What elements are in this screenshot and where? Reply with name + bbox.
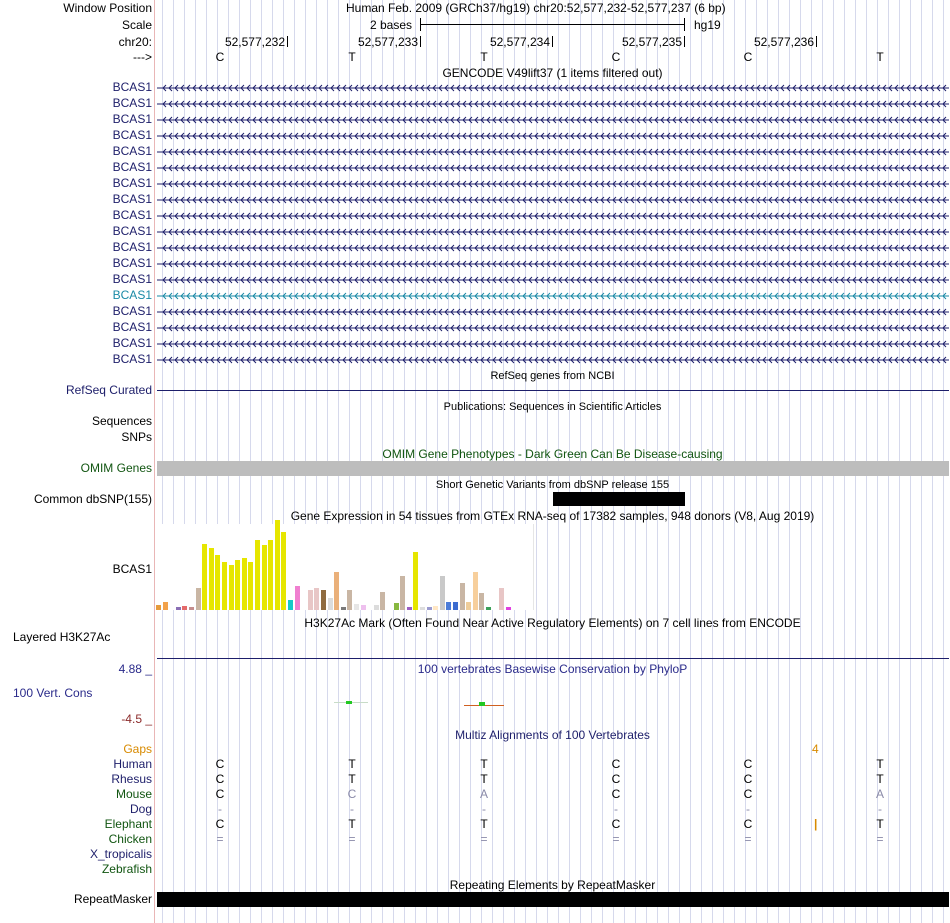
refseq-title[interactable]: RefSeq genes from NCBI (490, 370, 615, 382)
gencode-transcript-line[interactable] (157, 148, 949, 156)
refseq-gene-line[interactable] (157, 390, 949, 391)
species-label[interactable]: X_tropicalis (89, 847, 152, 861)
ruler-tick (420, 36, 421, 47)
gencode-transcript-line[interactable] (157, 260, 949, 268)
gtex-tissue-bar[interactable] (473, 572, 478, 610)
gtex-tissue-bar[interactable] (466, 602, 471, 610)
reference-base: T (480, 50, 488, 64)
ruler-position-label: 52,577,236 (753, 35, 814, 49)
scale-bar (420, 18, 685, 31)
aligned-base: C (743, 817, 753, 831)
gtex-label[interactable]: BCAS1 (112, 562, 152, 576)
aligned-base: = (348, 832, 356, 846)
gap-count: 4 (812, 742, 819, 756)
gtex-tissue-bar[interactable] (440, 576, 445, 610)
gtex-title[interactable]: Gene Expression in 54 tissues from GTEx RNA-seq of 17382 samples, 948 donors (V8, Aug 2019) (290, 509, 815, 523)
publications-label-snps[interactable]: SNPs (121, 430, 152, 444)
gencode-transcript-line[interactable] (157, 228, 949, 236)
ruler-tick (552, 36, 553, 47)
elephant-insertion-mark: | (814, 817, 818, 831)
aligned-base: T (348, 772, 356, 786)
gtex-tissue-bar[interactable] (248, 562, 253, 610)
gencode-gene-label[interactable]: BCAS1 (112, 320, 152, 334)
gtex-tissue-bar[interactable] (433, 606, 438, 610)
gtex-tissue-bar[interactable] (400, 576, 405, 610)
gencode-transcript-line[interactable] (157, 292, 949, 300)
gtex-tissue-bar[interactable] (427, 607, 432, 610)
aligned-base: T (876, 757, 884, 771)
window-position-text: Human Feb. 2009 (GRCh37/hg19) chr20:52,577,232-52,577,237 (6 bp) (346, 1, 726, 15)
ruler-position-label: 52,577,233 (357, 35, 418, 49)
gtex-tissue-bar[interactable] (499, 588, 504, 610)
species-label[interactable]: Mouse (115, 787, 152, 801)
aligned-base: A (875, 787, 884, 801)
gtex-tissue-bar[interactable] (156, 605, 161, 610)
scale-label: Scale (121, 18, 152, 32)
gencode-gene-label[interactable]: BCAS1 (112, 80, 152, 94)
gtex-tissue-bar[interactable] (328, 598, 333, 610)
gencode-transcript-line[interactable] (157, 132, 949, 140)
aligned-base: T (348, 817, 356, 831)
omim-bar[interactable] (157, 461, 949, 476)
aligned-base: T (480, 757, 488, 771)
gencode-gene-label[interactable]: BCAS1 (112, 176, 152, 190)
gtex-tissue-bar[interactable] (222, 562, 227, 610)
aligned-base: C (215, 772, 225, 786)
gencode-transcript-line[interactable] (157, 356, 949, 364)
phylop-max-label: 4.88 _ (118, 662, 152, 676)
gtex-tissue-bar[interactable] (314, 588, 319, 610)
aligned-base: C (215, 757, 225, 771)
gtex-tissue-bar[interactable] (460, 583, 465, 610)
scale-assembly: hg19 (694, 18, 721, 32)
aligned-base: A (479, 787, 488, 801)
gtex-tissue-bar[interactable] (163, 602, 168, 610)
window-position-label: Window Position (63, 1, 152, 15)
gencode-transcript-line[interactable] (157, 276, 949, 284)
ruler-tick (287, 36, 288, 47)
gtex-tissue-bar[interactable] (394, 603, 399, 610)
gencode-gene-label[interactable]: BCAS1 (112, 112, 152, 126)
aligned-base: = (216, 832, 224, 846)
gencode-gene-label[interactable]: BCAS1 (112, 272, 152, 286)
gencode-gene-label[interactable]: BCAS1 (112, 192, 152, 206)
aligned-base: - (878, 802, 882, 816)
gencode-transcript-line[interactable] (157, 164, 949, 172)
species-label[interactable]: Chicken (108, 832, 152, 846)
aligned-base: C (743, 772, 753, 786)
gtex-tissue-bar[interactable] (215, 555, 220, 610)
gencode-transcript-line[interactable] (157, 212, 949, 220)
aligned-base: - (482, 802, 486, 816)
h3k27ac-baseline (157, 658, 949, 659)
gtex-tissue-bar[interactable] (295, 586, 300, 610)
repeatmasker-bar[interactable] (157, 892, 949, 907)
gtex-tissue-bar[interactable] (229, 565, 234, 610)
aligned-base: - (350, 802, 354, 816)
gencode-gene-label[interactable]: BCAS1 (112, 144, 152, 158)
gtex-tissue-bar[interactable] (275, 520, 280, 610)
gtex-tissue-bar[interactable] (354, 604, 359, 610)
publications-title[interactable]: Publications: Sequences in Scientific Articles (443, 401, 662, 413)
gencode-gene-label[interactable]: BCAS1 (112, 288, 152, 302)
gtex-tissue-bar[interactable] (407, 607, 412, 610)
gtex-tissue-bar[interactable] (321, 590, 326, 610)
chrom-label: chr20: (118, 35, 152, 49)
aligned-base: C (611, 787, 621, 801)
gtex-tissue-bar[interactable] (479, 593, 484, 610)
gencode-gene-label[interactable]: BCAS1 (112, 352, 152, 366)
gencode-gene-label[interactable]: BCAS1 (112, 160, 152, 174)
phylop-positive-mark (346, 701, 352, 704)
omim-label[interactable]: OMIM Genes (80, 461, 152, 475)
gencode-transcript-line[interactable] (157, 308, 949, 316)
ruler-tick (816, 36, 817, 47)
reference-base: C (743, 50, 753, 64)
gtex-tissue-bar[interactable] (347, 590, 352, 610)
aligned-base: C (215, 817, 225, 831)
phylop-title[interactable]: 100 vertebrates Basewise Conservation by PhyloP (417, 662, 688, 676)
gtex-tissue-bar[interactable] (420, 607, 425, 610)
gtex-tissue-bar[interactable] (182, 606, 187, 610)
species-label[interactable]: Human (113, 757, 152, 771)
aligned-base: C (743, 757, 753, 771)
gtex-tissue-bar[interactable] (413, 552, 418, 610)
gaps-label: Gaps (123, 742, 152, 756)
gtex-tissue-bar[interactable] (242, 558, 247, 610)
gencode-transcript-line[interactable] (157, 84, 949, 92)
gencode-gene-label[interactable]: BCAS1 (112, 304, 152, 318)
gtex-tissue-bar[interactable] (446, 602, 451, 610)
aligned-base: = (744, 832, 752, 846)
ruler-tick (684, 36, 685, 47)
gencode-title[interactable]: GENCODE V49lift37 (1 items filtered out) (442, 66, 663, 80)
dbsnp-label[interactable]: Common dbSNP(155) (33, 492, 152, 506)
h3k27ac-label[interactable]: Layered H3K27Ac (13, 630, 111, 644)
gtex-tissue-bar[interactable] (255, 540, 260, 610)
repeatmasker-label[interactable]: RepeatMasker (73, 892, 152, 906)
gtex-tissue-bar[interactable] (341, 607, 346, 610)
gtex-tissue-bar[interactable] (235, 560, 240, 610)
gtex-expression-chart[interactable] (155, 524, 534, 610)
gencode-transcript-line[interactable] (157, 100, 949, 108)
gtex-tissue-bar[interactable] (361, 605, 366, 610)
ruler-position-label: 52,577,235 (621, 35, 682, 49)
aligned-base: - (218, 802, 222, 816)
gencode-gene-label[interactable]: BCAS1 (112, 336, 152, 350)
gencode-transcript-line[interactable] (157, 196, 949, 204)
aligned-base: T (876, 817, 884, 831)
aligned-base: = (480, 832, 488, 846)
aligned-base: C (611, 772, 621, 786)
gtex-tissue-bar[interactable] (374, 605, 379, 610)
gtex-tissue-bar[interactable] (367, 608, 372, 610)
gtex-tissue-bar[interactable] (196, 588, 201, 610)
aligned-base: C (611, 817, 621, 831)
h3k27ac-title[interactable]: H3K27Ac Mark (Often Found Near Active Regulatory Elements) on 7 cell lines from ENCODE (304, 616, 801, 630)
dbsnp-variant-bar[interactable] (553, 492, 685, 506)
strand-label: ---> (133, 50, 152, 64)
gtex-tissue-bar[interactable] (380, 592, 385, 610)
gtex-tissue-bar[interactable] (486, 607, 491, 610)
gencode-gene-label[interactable]: BCAS1 (112, 208, 152, 222)
gtex-tissue-bar[interactable] (262, 545, 267, 610)
multiz-title[interactable]: Multiz Alignments of 100 Vertebrates (455, 728, 650, 742)
gencode-gene-label[interactable]: BCAS1 (112, 256, 152, 270)
aligned-base: T (480, 817, 488, 831)
gtex-tissue-bar[interactable] (209, 548, 214, 610)
gencode-transcript-line[interactable] (157, 324, 949, 332)
gtex-tissue-bar[interactable] (334, 572, 339, 610)
repeatmasker-title[interactable]: Repeating Elements by RepeatMasker (449, 878, 656, 892)
gencode-transcript-line[interactable] (157, 244, 949, 252)
phylop-min-label: -4.5 _ (121, 712, 152, 726)
phylop-positive-mark (479, 702, 485, 706)
dbsnp-title[interactable]: Short Genetic Variants from dbSNP release 155 (435, 479, 670, 491)
aligned-base: T (348, 757, 356, 771)
aligned-base: - (746, 802, 750, 816)
gencode-transcript-line[interactable] (157, 180, 949, 188)
species-label[interactable]: Zebrafish (101, 862, 152, 876)
aligned-base: C (347, 787, 357, 801)
gtex-tissue-bar[interactable] (453, 602, 458, 610)
gencode-gene-label[interactable]: BCAS1 (112, 224, 152, 238)
reference-base: T (876, 50, 884, 64)
gencode-gene-label[interactable]: BCAS1 (112, 128, 152, 142)
gtex-tissue-bar[interactable] (281, 532, 286, 610)
ruler-position-label: 52,577,234 (489, 35, 550, 49)
gtex-tissue-bar[interactable] (288, 600, 293, 610)
gencode-gene-label[interactable]: BCAS1 (112, 240, 152, 254)
gtex-tissue-bar[interactable] (308, 590, 313, 610)
aligned-base: C (215, 787, 225, 801)
refseq-label[interactable]: RefSeq Curated (65, 383, 152, 397)
reference-base: C (611, 50, 621, 64)
reference-base: T (348, 50, 356, 64)
aligned-base: = (612, 832, 620, 846)
ruler-position-label: 52,577,232 (224, 35, 285, 49)
species-label[interactable]: Dog (129, 802, 152, 816)
species-label[interactable]: Rhesus (111, 772, 152, 786)
aligned-base: T (876, 772, 884, 786)
omim-title[interactable]: OMIM Gene Phenotypes - Dark Green Can Be Disease-causing (382, 447, 723, 461)
gtex-tissue-bar[interactable] (202, 544, 207, 610)
gtex-tissue-bar[interactable] (268, 540, 273, 610)
gencode-transcript-line[interactable] (157, 116, 949, 124)
aligned-base: C (611, 757, 621, 771)
gtex-tissue-bar[interactable] (506, 607, 511, 610)
gtex-tissue-bar[interactable] (189, 607, 194, 610)
reference-base: C (215, 50, 225, 64)
publications-label-sequences[interactable]: Sequences (91, 414, 152, 428)
aligned-base: = (876, 832, 884, 846)
gtex-tissue-bar[interactable] (176, 607, 181, 610)
phylop-label[interactable]: 100 Vert. Cons (13, 686, 93, 700)
species-label[interactable]: Elephant (104, 817, 152, 831)
gencode-transcript-line[interactable] (157, 340, 949, 348)
gencode-gene-label[interactable]: BCAS1 (112, 96, 152, 110)
aligned-base: - (614, 802, 618, 816)
scale-text: 2 bases (370, 18, 413, 32)
aligned-base: T (480, 772, 488, 786)
aligned-base: C (743, 787, 753, 801)
